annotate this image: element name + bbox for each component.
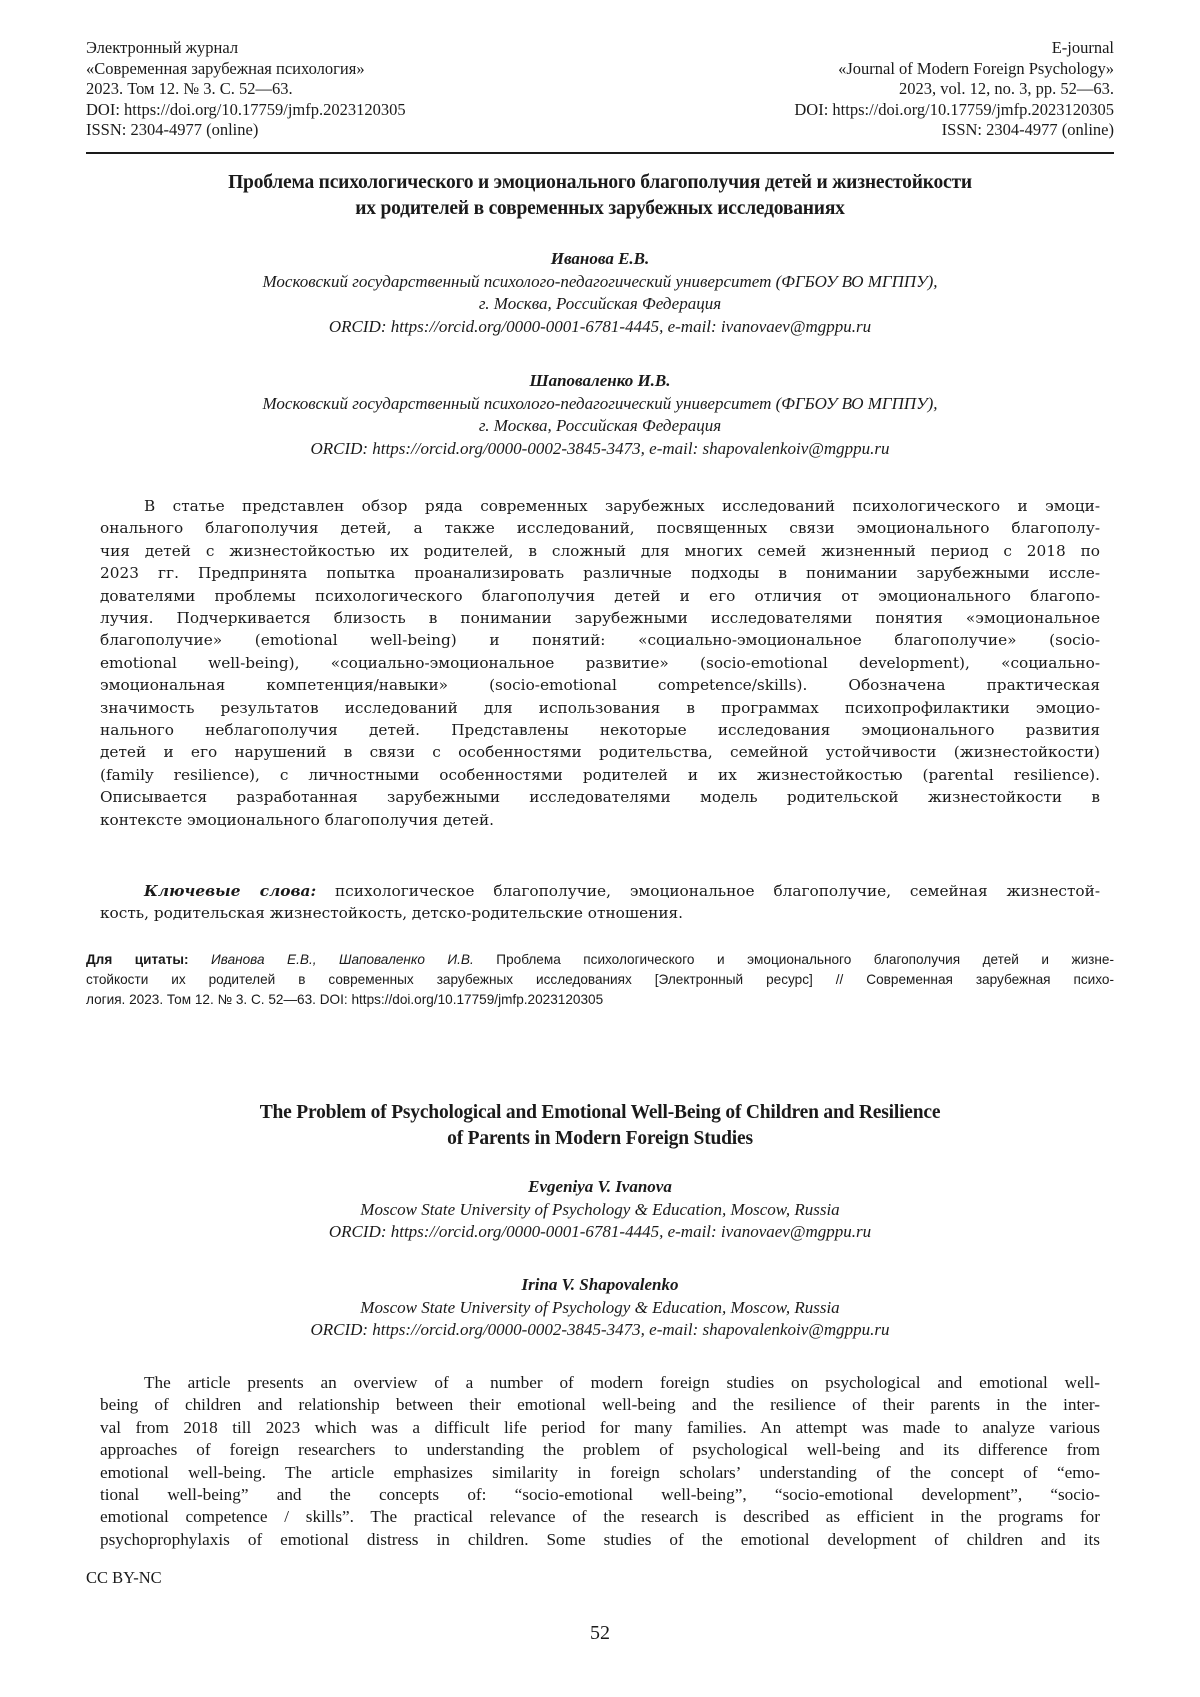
citation-label: Для цитаты:: [86, 952, 189, 967]
abstract-line: emotional competence / skills”. The practical relevance of the research is described as efficient in the programs for: [100, 1507, 1100, 1527]
abstract-line: Описывается разработанная зарубежными исследователями модель родительской жизнестойкости в: [100, 788, 1100, 807]
abstract-line: val from 2018 till 2023 which was a difficult life period for many families. An attempt was made to analyze various: [100, 1417, 1100, 1437]
author-name: Evgeniya V. Ivanova: [528, 1177, 672, 1196]
title-line: Проблема психологического и эмоционального благополучия детей и жизнестойкости: [228, 172, 972, 193]
header-journal-name-en: «Journal of Modern Foreign Psychology»: [838, 58, 1114, 78]
abstract-line: (family resilience), с личностными особенностями родителей и их жизнестойкостью (parental resilience).: [100, 765, 1100, 784]
author-name: Шаповаленко И.В.: [529, 371, 671, 390]
abstract-line: нального неблагополучия детей. Представлены некоторые исследования эмоционального развития: [100, 721, 1100, 740]
abstract-line: psychoprophylaxis of emotional distress in children. Some studies of the emotional development of children and its: [100, 1529, 1100, 1549]
author-orcid: ORCID: https://orcid.org/0000-0002-3845-3473, e-mail: shapovalenkoiv@mgppu.ru: [310, 1320, 890, 1340]
citation-text: Проблема психологического и эмоционального благополучия детей и жизне-: [496, 952, 1115, 967]
keywords-line: кость, родительская жизнестойкость, детско-родительские отношения.: [100, 904, 684, 923]
header-issue: 2023. Том 12. № 3. С. 52—63.: [86, 79, 293, 99]
abstract-line: дователями проблемы психологического благополучия детей и его отличия от эмоционального благопо-: [100, 586, 1100, 605]
page-number: 52: [590, 1622, 610, 1644]
author-name: Irina V. Shapovalenko: [521, 1275, 679, 1294]
citation-block: [86, 950, 1114, 1010]
citation-authors: Иванова Е.В., Шаповаленко И.В.: [211, 952, 474, 967]
header-issn-en: ISSN: 2304-4977 (online): [941, 120, 1114, 140]
author-orcid: ORCID: https://orcid.org/0000-0001-6781-4445, e-mail: ivanovaev@mgppu.ru: [328, 1222, 872, 1242]
abstract-line: эмоциональная компетенция/навыки» (socio-emotional competence/skills). Обозначена практическая: [100, 676, 1100, 695]
title-line: of Parents in Modern Foreign Studies: [447, 1128, 753, 1149]
keywords-text: психологическое благополучие, эмоциональное благополучие, семейная жизнестой-: [334, 882, 1100, 900]
abstract-line: детей и его нарушений в связи с особенностями родительства, семейной устойчивости (жизнестойкости): [100, 743, 1100, 762]
abstract-line: emotional well-being. The article emphasizes similarity in foreign scholars’ understanding of the concept of “emo-: [100, 1462, 1100, 1482]
author-city: г. Москва, Российская Федерация: [478, 416, 722, 436]
abstract-line: emotional well-being), «социально-эмоциональное развитие» (socio-emotional development), «социально-: [100, 653, 1100, 672]
abstract-line: чия детей с жизнестойкостью их родителей, в сложный для многих семей жизненный период с 2018 по: [100, 541, 1100, 560]
citation-line: стойкости их родителей в современных зарубежных исследованиях [Электронный ресурс] // Современная зарубежная психо-: [86, 972, 1114, 987]
citation-line: логия. 2023. Том 12. № 3. С. 52—63. DOI: https://doi.org/10.17759/jmfp.2023120305: [86, 992, 604, 1007]
header-russian: [86, 38, 406, 141]
license-label: CC BY-NC: [86, 1568, 162, 1587]
abstract-line: онального благополучия детей, а также исследований, посвященных связи эмоционального благополу-: [100, 519, 1100, 538]
citation-line: [86, 950, 1114, 970]
author-orcid: ORCID: https://orcid.org/0000-0002-3845-3473, e-mail: shapovalenkoiv@mgppu.ru: [310, 438, 890, 458]
abstract-line: tional well-being” and the concepts of: “socio-emotional well-being”, “socio-emotional development”, “socio-: [100, 1485, 1100, 1505]
abstract-line: лучия. Подчеркивается близость в понимании зарубежными исследователями понятия «эмоциональное: [100, 609, 1100, 628]
author-orcid: ORCID: https://orcid.org/0000-0001-6781-4445, e-mail: ivanovaev@mgppu.ru: [328, 316, 872, 336]
author-affiliation: Московский государственный психолого-педагогический университет (ФГБОУ ВО МГППУ),: [262, 393, 938, 413]
author-block-en-2: [86, 1274, 1114, 1342]
keywords-ru: [100, 880, 1100, 925]
abstract-en: [100, 1372, 1100, 1551]
abstract-line: контексте эмоционального благополучия детей.: [100, 810, 495, 829]
header-divider: [86, 152, 1114, 154]
title-line: The Problem of Psychological and Emotional Well-Being of Children and Resilience: [259, 1102, 941, 1123]
author-block-ru-1: [86, 248, 1114, 338]
article-title-en: [86, 1100, 1114, 1152]
abstract-line: The article presents an overview of a number of modern foreign studies on psychological and emotional well-: [144, 1373, 1100, 1392]
abstract-line: 2023 гг. Предпринята попытка проанализировать различные подходы в понимании зарубежными иссле-: [100, 564, 1100, 583]
header-issue-en: 2023, vol. 12, no. 3, pp. 52—63.: [899, 79, 1114, 99]
header-english: [794, 38, 1114, 141]
author-name: Иванова Е.В.: [550, 249, 650, 268]
author-affiliation: Moscow State University of Psychology & Education, Moscow, Russia: [360, 1297, 840, 1317]
author-affiliation: Moscow State University of Psychology & Education, Moscow, Russia: [360, 1199, 840, 1219]
header-issn: ISSN: 2304-4977 (online): [86, 120, 259, 140]
title-line: их родителей в современных зарубежных исследованиях: [355, 198, 845, 219]
abstract-line: благополучие» (emotional well-being) и понятий: «социально-эмоциональное благополучие» (socio-: [100, 631, 1100, 650]
author-affiliation: Московский государственный психолого-педагогический университет (ФГБОУ ВО МГППУ),: [262, 271, 938, 291]
header-journal-type-en: E-journal: [1051, 38, 1114, 57]
author-block-ru-2: [86, 370, 1114, 460]
header-journal-type: Электронный журнал: [86, 38, 239, 57]
abstract-line: В статье представлен обзор ряда современных зарубежных исследований психологического и эмоци-: [144, 497, 1100, 515]
author-block-en-1: [86, 1176, 1114, 1244]
article-title-ru: [86, 170, 1114, 222]
header-journal-name: «Современная зарубежная психология»: [86, 58, 365, 78]
header-doi-en: DOI: https://doi.org/10.17759/jmfp.2023120305: [794, 99, 1114, 119]
abstract-ru: [100, 495, 1100, 831]
author-city: г. Москва, Российская Федерация: [478, 294, 722, 314]
keywords-label: Ключевые слова:: [144, 882, 317, 900]
header-doi: DOI: https://doi.org/10.17759/jmfp.2023120305: [86, 99, 406, 119]
abstract-line: approaches of foreign researchers to understanding the problem of psychological well-being and its difference from: [100, 1440, 1100, 1460]
abstract-line: значимость результатов исследований для использования в программах психопрофилактики эмоцио-: [100, 698, 1100, 717]
keywords-line: [100, 880, 1100, 902]
abstract-line: being of children and relationship between their emotional well-being and the resilience of their parents in the inter-: [100, 1395, 1100, 1415]
